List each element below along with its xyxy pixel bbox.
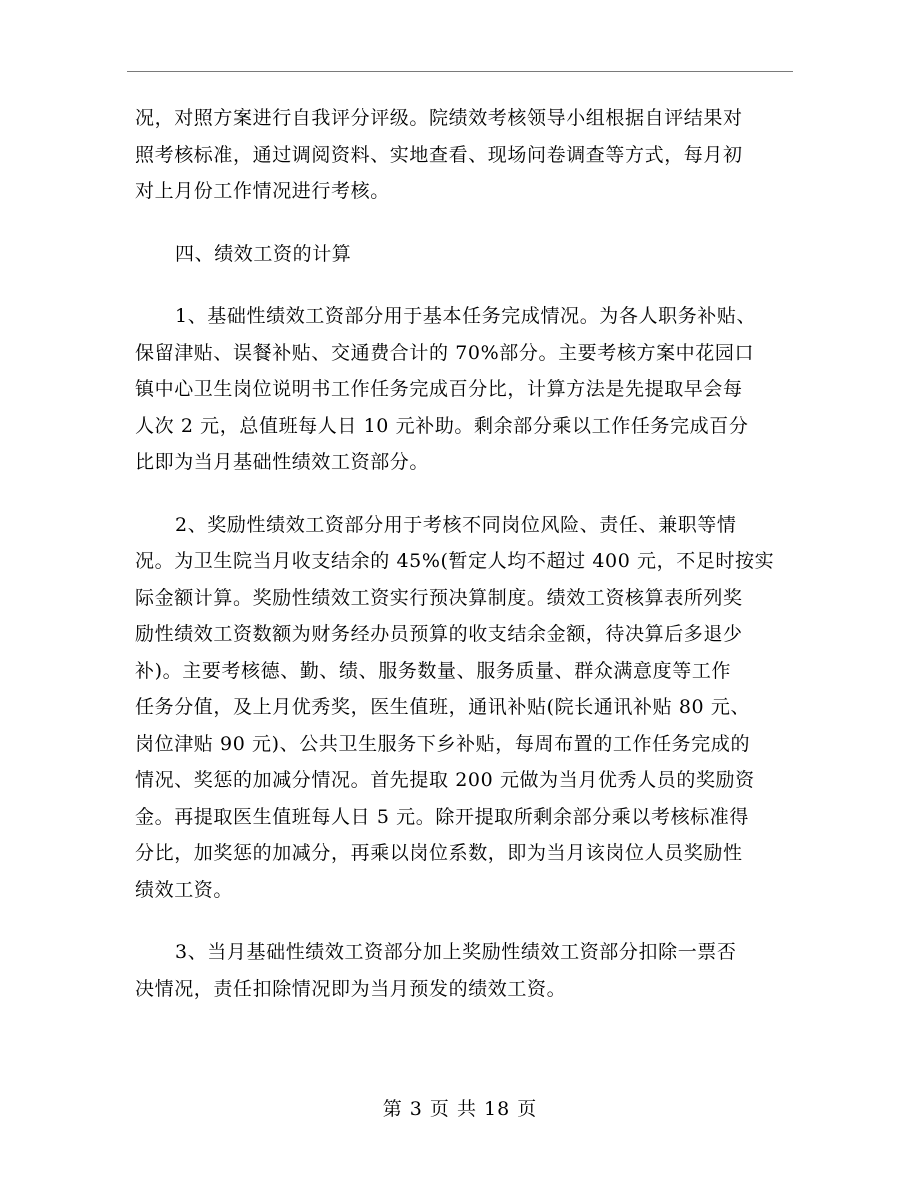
text-line: 励性绩效工资数额为财务经办员预算的收支结余金额，待决算后多退少 bbox=[135, 623, 743, 645]
text-line: 补)。主要考核德、勤、绩、服务数量、服务质量、群众满意度等工作 bbox=[135, 659, 732, 682]
text-line: 人次 2 元，总值班每人日 10 元补助。剩余部分乘以工作任务完成百分 bbox=[135, 414, 749, 437]
text-line: 金。再提取医生值班每人日 5 元。除开提取所剩余部分乘以考核标准得 bbox=[135, 805, 749, 828]
text-line: 比即为当月基础性绩效工资部分。 bbox=[135, 451, 430, 473]
text-line: 际金额计算。奖励性绩效工资实行预决算制度。绩效工资核算表所列奖 bbox=[135, 586, 743, 609]
text-line: 岗位津贴 90 元)、公共卫生服务下乡补贴，每周布置的工作任务完成的 bbox=[135, 732, 751, 755]
text-line: 任务分值，及上月优秀奖，医生值班，通讯补贴(院长通讯补贴 80 元、 bbox=[135, 696, 751, 718]
text-line: 照考核标准，通过调阅资料、实地查看、现场问卷调查等方式，每月初 bbox=[135, 143, 743, 166]
text-line: 1、基础性绩效工资部分用于基本任务完成情况。为各人职务补贴、 bbox=[175, 305, 757, 327]
heading-line: 四、绩效工资的计算 bbox=[175, 242, 352, 265]
paragraph-basic-pay bbox=[135, 298, 795, 481]
text-line: 况，对照方案进行自我评分评级。院绩效考核领导小组根据自评结果对 bbox=[135, 107, 743, 129]
text-line: 3、当月基础性绩效工资部分加上奖励性绩效工资部分扣除一票否 bbox=[175, 941, 737, 963]
paragraph-total-pay bbox=[135, 934, 795, 1007]
text-line: 2、奖励性绩效工资部分用于考核不同岗位风险、责任、兼职等情 bbox=[175, 513, 737, 536]
text-line: 分比，加奖惩的加减分，再乘以岗位系数，即为当月该岗位人员奖励性 bbox=[135, 842, 743, 864]
header-rule bbox=[127, 71, 793, 72]
text-line: 情况、奖惩的加减分情况。首先提取 200 元做为当月优秀人员的奖励资 bbox=[135, 769, 755, 791]
text-line: 绩效工资。 bbox=[135, 878, 234, 901]
text-line: 镇中心卫生岗位说明书工作任务完成百分比，计算方法是先提取早会每 bbox=[135, 378, 743, 400]
page-number-footer: 第 3 页 共 18 页 bbox=[382, 1098, 538, 1120]
paragraph-continuation bbox=[135, 100, 795, 210]
section-heading bbox=[135, 236, 795, 273]
document-body bbox=[135, 100, 795, 1007]
paragraph-incentive-pay bbox=[135, 507, 795, 909]
text-line: 况。为卫生院当月收支结余的 45%(暂定人均不超过 400 元，不足时按实 bbox=[135, 550, 775, 572]
text-line: 决情况，责任扣除情况即为当月预发的绩效工资。 bbox=[135, 977, 567, 1000]
text-line: 对上月份工作情况进行考核。 bbox=[135, 180, 390, 202]
text-line: 保留津贴、误餐补贴、交通费合计的 70%部分。主要考核方案中花园口 bbox=[135, 341, 755, 364]
